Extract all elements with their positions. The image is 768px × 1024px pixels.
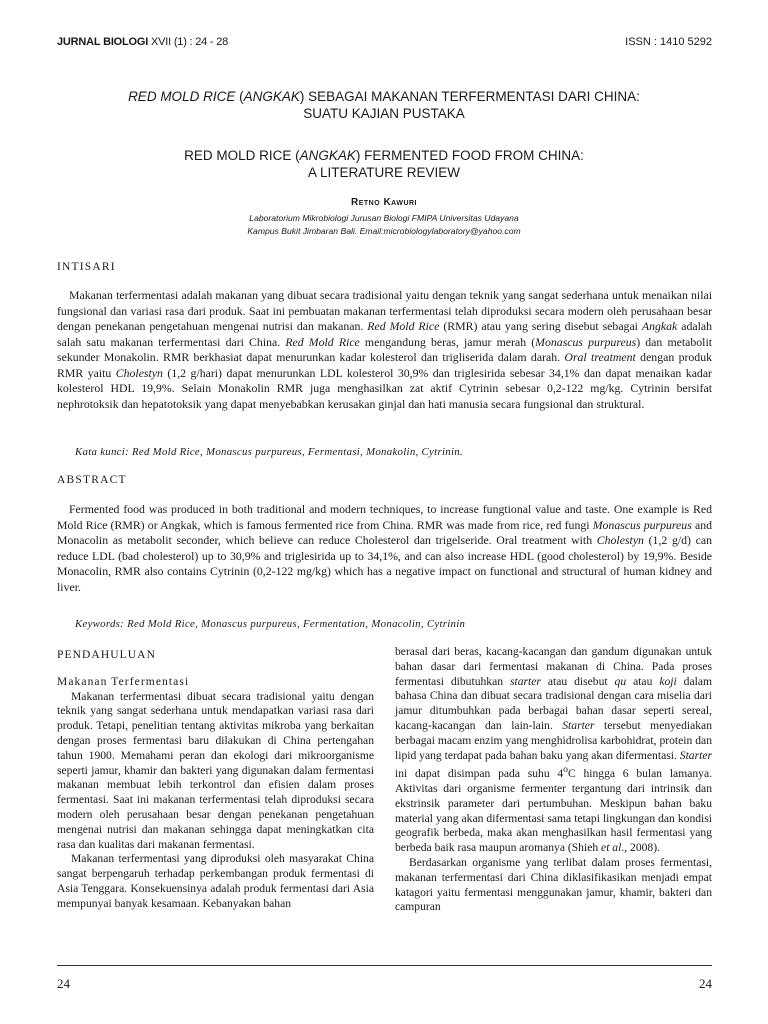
title-english: [57, 147, 711, 181]
makanan-terfermentasi-heading: Makanan Terfermentasi: [57, 675, 190, 688]
pendahuluan-heading: PENDAHULUAN: [57, 649, 156, 661]
abstract-s2: and Monacolin as metabolit seconder, which believe can reduce Cholesterol dan trigelseride. Oral treatment with: [57, 517, 712, 547]
journal-header: [57, 36, 228, 48]
title-id-italic-a: RED MOLD RICE: [128, 89, 236, 104]
rp1-sup: o: [563, 764, 568, 776]
title-en-italic: ANGKAK: [299, 148, 356, 163]
rp1-i4: Starter: [562, 718, 595, 732]
rp1-i6: et al: [601, 841, 622, 855]
title-id-italic-b: ANGKAK: [243, 89, 300, 104]
rp1-i1: starter: [509, 674, 541, 688]
journal-volume: XVII (1) : 24 - 28: [150, 36, 229, 48]
page-number-right: 24: [699, 976, 712, 991]
rp1-b: atau disebut: [540, 674, 615, 688]
body-left-column: [57, 648, 374, 912]
journal-name: JURNAL BIOLOGI: [57, 36, 149, 48]
rp1-d: dalam bahasa China dan dibuat secara tradisional dengan cara miselia dari jamur ditumbuhkan pada berbagai bahan dasar seperti sereal, kacang-kacangan dan lain-lain.: [395, 674, 712, 732]
author-name: Retno Kawuri: [351, 197, 417, 208]
left-paragraph-2: Makanan terfermentasi yang diproduksi oleh masyarakat China sangat berpengaruh terhadap perkembangan produk fermentasi di Asia Tenggara. Konsekuensinya adalah produk fermentasi dari Asia mempunyai banyak kesamaan. Kebanyakan bahan: [57, 852, 374, 910]
title-en-a: RED MOLD RICE (: [184, 148, 300, 163]
title-id-rest: ) SEBAGAI MAKANAN TERFERMENTASI DARI CHINA:: [299, 89, 640, 104]
right-paragraph-1: [395, 645, 712, 856]
rp1-i3: koji: [659, 674, 677, 688]
intisari-s4: mengandung beras, jamur merah (: [359, 334, 536, 349]
issn: ISSN : 1410 5292: [625, 36, 712, 48]
abstract-keywords: Keywords: Red Mold Rice, Monascus purpureus, Fermentation, Monacolin, Cytrinin: [75, 618, 466, 630]
abstract-s3: (1,2 g/d) can reduce LDL (bad cholesterol) up to 30,9% and triglesirida up to 34,1%, and can also increase HDL (good cholesterol) by 19,9%. Beside Monacolin, RMR also contains Cytrinin (0,2-122 mg/kg) which has a negative impact on functional and structural of human kidney and liver.: [57, 533, 712, 594]
intisari-heading: INTISARI: [57, 261, 116, 273]
rp1-c: atau: [626, 674, 660, 688]
intisari-text: [57, 288, 712, 412]
abstract-i1: Monascus purpureus: [592, 517, 692, 532]
title-id-paren: (: [235, 89, 244, 104]
intisari-s5: ) dan metabolit sekunder Monakolin. RMR berkhasiat dapat menurunkan kadar kolesterol dan trigliserida dalam darah.: [57, 334, 713, 364]
rp1-g: C hingga 6 bulan lamanya. Aktivitas dari organisme fermenter tergantung dari intrinsik dan ekstrinsik parameter dari pertumbuhan. Meskipun bahan baku material yang akan difermentasi sama tetapi lingkungan dan kondisi geografik berbeda, maka akan menghasilkan hasil fermentasi yang berbeda baik rasa maupun aromanya (Shieh: [395, 767, 712, 855]
intisari-keywords: Kata kunci: Red Mold Rice, Monascus purpureus, Fermentasi, Monakolin, Cytrinin.: [75, 446, 463, 458]
title-en-rest: ) FERMENTED FOOD FROM CHINA:: [355, 148, 584, 163]
abstract-i2: Cholestyn: [596, 533, 644, 547]
intisari-s7: (1,2 g/hari) dapat menurunkan LDL kolesterol 30,9% dan triglesirida sebesar 34,1% dan dapat menaikan kadar kolesterol HDL 19,9%. Selain Monakolin RMR juga menghasilkan zat aktif Cytrinin sebesar 0,2-122 mg/kg. Cytrinin bersifat nephrotoksik dan hepatotoksik yang dapat menyebabkan kerusakan ginjal dan hati manusia secara fungsional dan struktural.: [57, 365, 712, 411]
abstract-text: [57, 502, 712, 595]
rp1-e: tersebut menyediakan berbagai macam enzim yang menghidrolisa karbohidrat, protein dan lipid yang terdapat pada bahan baku yang akan difermentasi.: [395, 718, 712, 762]
intisari-s2: (RMR) atau yang sering disebut sebagai: [439, 319, 642, 333]
title-en-line2: A LITERATURE REVIEW: [307, 165, 461, 180]
affiliation-line2: Kampus Bukit Jimbaran Bali. Email:microbiologylaboratory@yahoo.com: [247, 226, 521, 236]
intisari-s6: dengan produk RMR yaitu: [57, 350, 712, 380]
body-right-column: [395, 645, 712, 915]
intisari-i3: Red Mold Rice: [285, 334, 360, 349]
intisari-s3: adalah salah satu makanan terfermentasi dari China.: [57, 319, 713, 349]
rp1-i2: qu: [614, 674, 627, 688]
title-indonesian: [57, 88, 711, 122]
abstract-heading: ABSTRACT: [57, 474, 127, 486]
affiliation-line1: Laboratorium Mikrobiologi Jurusan Biologi FMIPA Universitas Udayana: [249, 213, 519, 223]
title-id-line2: SUATU KAJIAN PUSTAKA: [303, 106, 465, 121]
rp1-i5: Starter: [679, 748, 712, 762]
left-paragraph-1: Makanan terfermentasi dibuat secara tradisional yaitu dengan teknik yang sangat sederhana untuk mendapatkan variasi rasa dari produk. Tetapi, penelitian tentang aktivitas mikroba yang berkaitan dengan proses fermentasi baru dilakukan di China pertengahan tahun 1900. Memahami peran dan ekologi dari mikroorganisme seperti jamur, khamir dan bakteri yang digunakan dalam fermentasi makanan membuat lebih terkontrol dan efisien dalam proses fermentasi. Saat ini makanan terfermentasi telah diproduksi secara modern oleh perusahaan besar dengan penekanan pengetahuan mengenai nutrisi dan makanan sehingga dapat meningkatkan cita rasa dan kualitas dari makanan fermentasi.: [57, 689, 374, 851]
intisari-s1: Makanan terfermentasi adalah makanan yang dibuat secara tradisional yaitu dengan teknik yang sangat sederhana untuk menaikan nilai fungsional dan variasi rasa dari produk. Saat ini pembuatan makanan terfermentasi telah diproduksi secara modern oleh perusahaan besar dengan penekanan pengetahuan mengenai nutrisi dan makanan.: [57, 288, 712, 333]
intisari-i2: Angkak: [641, 319, 678, 333]
footer-divider: [57, 965, 712, 966]
intisari-i4: Monascus purpureus: [535, 334, 637, 349]
abstract-s1: Fermented food was produced in both traditional and modern techniques, to increase fungtional value and taste. One example is Red Mold Rice (RMR) or Angkak, which is famous fermented rice from China. RMR was made from rice, red fungi: [57, 502, 712, 532]
rp1-f: ini dapat disimpan pada suhu 4: [395, 767, 564, 781]
intisari-i5: Oral treatment: [564, 350, 636, 364]
rp1-a: berasal dari beras, kacang-kacangan dan gandum digunakan untuk bahan dasar dari fermentasi makanan di China. Pada proses fermentasi dibutuhkan: [395, 645, 712, 688]
right-paragraph-2: Berdasarkan organisme yang terlibat dalam proses fermentasi, makanan terfermentasi dari China diklasifikasikan menjadi empat katagori yaitu fermentasi menggunakan jamur, khamir, bakteri dan campuran: [395, 856, 712, 914]
rp1-h: ., 2008).: [621, 841, 660, 855]
page-number-left: 24: [57, 976, 70, 991]
intisari-i1: Red Mold Rice: [367, 319, 440, 333]
intisari-i6: Cholestyn: [115, 365, 163, 380]
